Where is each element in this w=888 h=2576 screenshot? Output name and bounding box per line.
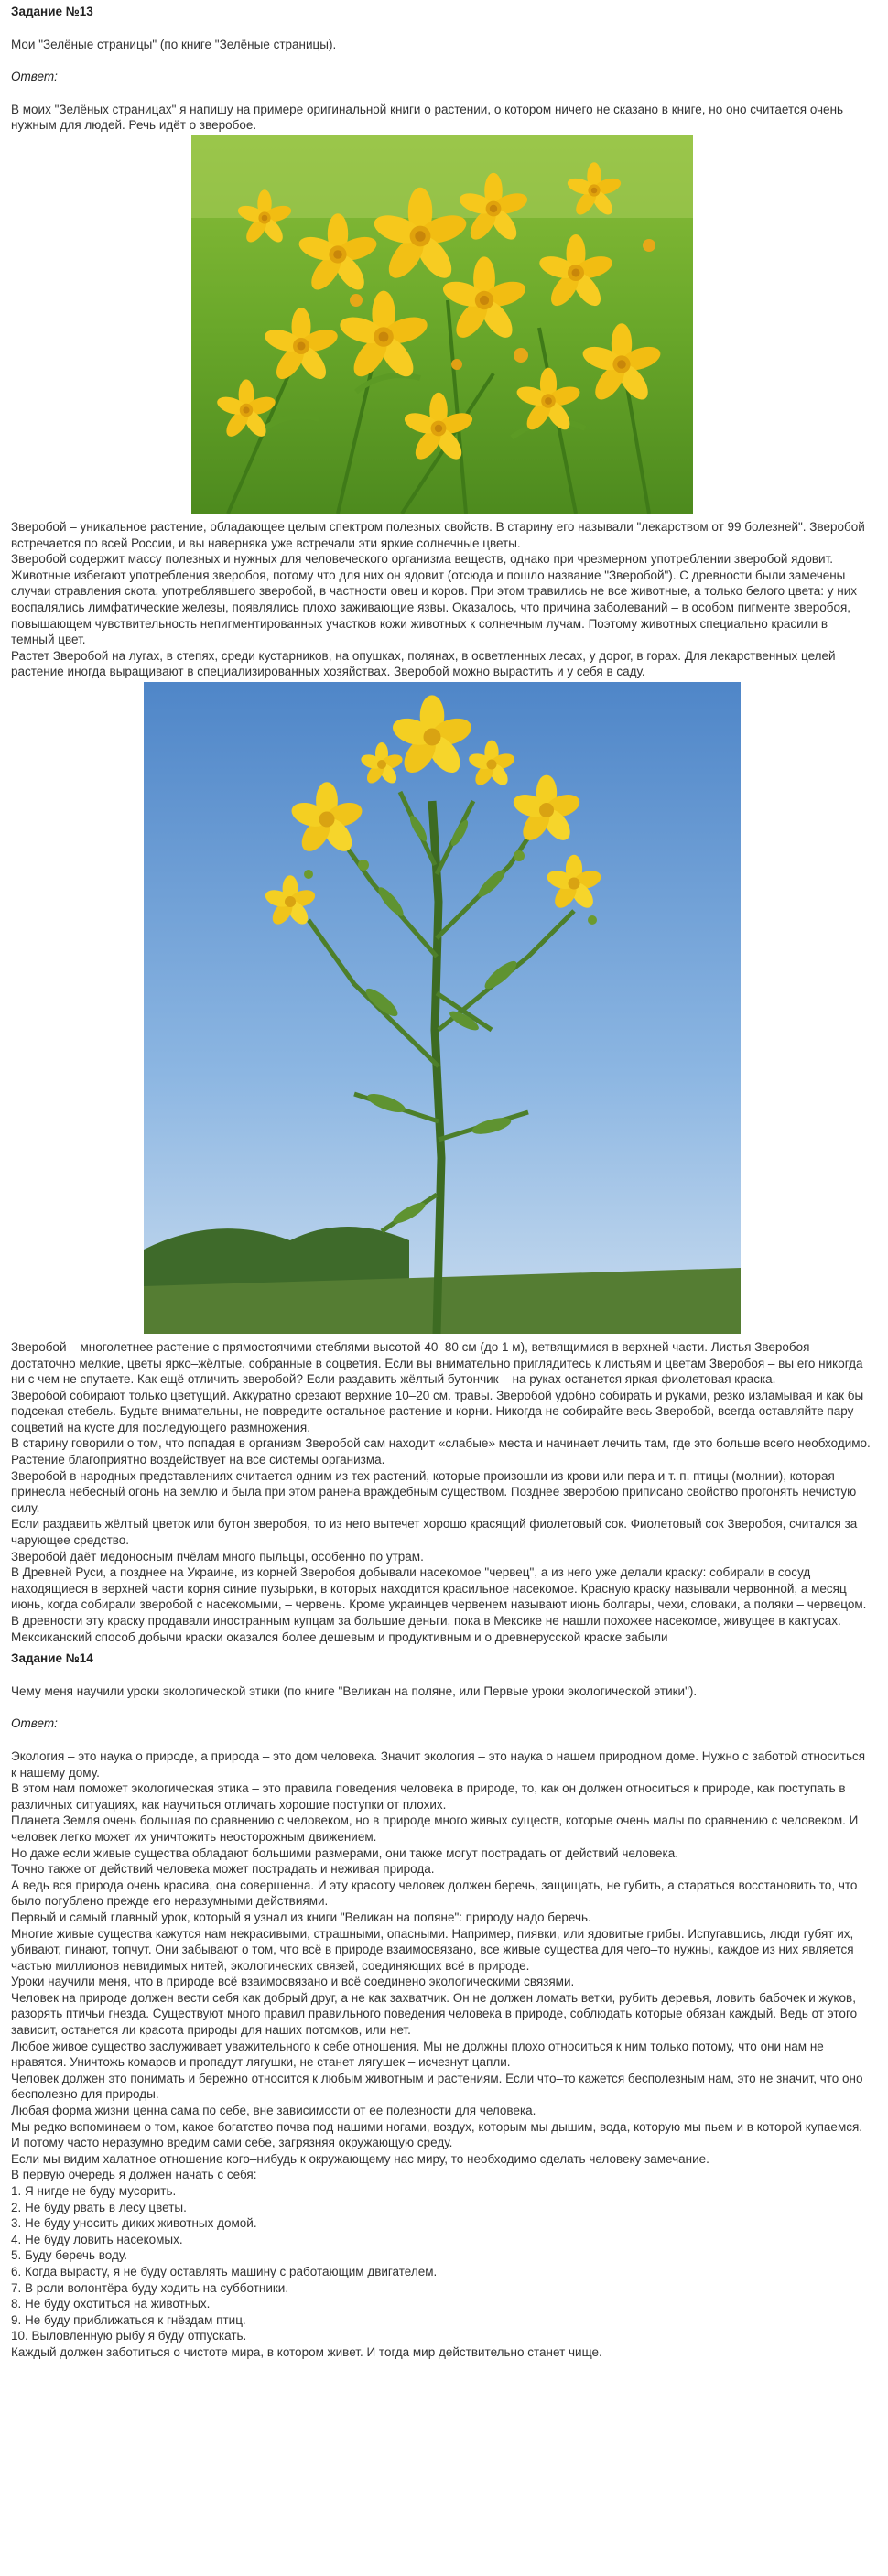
- task13-block2: [11, 1339, 873, 1645]
- paragraph: Многие живые существа кажутся нам некрасивыми, страшными, опасными. Например, пиявки, или ядовитые грибы. Испугавшись, люди губят их, убивают, пинают, топчут. Они забывают о том, что всё в природе взаимосвязано, все живые существа для чего–то нужны, каждое из них является частью миллионов невидимых нитей, экологических связей, соединяющих всё в природе.: [11, 1926, 854, 1973]
- task13-title: Задание №13: [11, 5, 93, 18]
- photo-plant-sky: [144, 682, 741, 1334]
- photo-flowers-closeup: [191, 135, 693, 514]
- list-item: 8. Не буду охотиться на животных.: [11, 2297, 211, 2311]
- plant-sky-image: [144, 682, 741, 1334]
- paragraph: Планета Земля очень большая по сравнению с человеком, но в природе много живых существ, которые очень малы по сравнению с человеком. И человек легко может их уничтожить неосторожным движением.: [11, 1813, 859, 1844]
- paragraph: В этом нам поможет экологическая этика – это правила поведения человека в природе, то, как он должен относиться к природе, как поступать в различных ситуациях, как научиться отличать хорошие поступки от плохих.: [11, 1781, 846, 1812]
- paragraph: В старину говорили о том, что попадая в организм Зверобой сам находит «слабые» места и начинает лечить там, где это больше всего необходимо. Растение благоприятно воздействует на все системы организма.: [11, 1436, 871, 1467]
- paragraph: Зверобой содержит массу полезных и нужных для человеческого организма веществ, однако при чрезмерном употреблении зверобой ядовит.: [11, 552, 834, 567]
- task14-answer-label: Ответ:: [11, 1716, 58, 1731]
- paragraph: Зверобой в народных представлениях считается одним из тех растений, которые произошли из крови или пера и т. п. птицы (молнии), которая принесла небесный огонь на землю и была при этом ранена враждебным существом. Позднее зверобою приписано свойство прогонять нечистую силу.: [11, 1468, 857, 1515]
- paragraph: Но даже если живые существа обладают большими размерами, они также могут пострадать от действий человека.: [11, 1845, 678, 1860]
- paragraph: Зверобой – многолетнее растение с прямостоячими стеблями высотой 40–80 см (до 1 м), ветвящимися в верхней части. Листья Зверобоя достаточно мелкие, цветы ярко–жёлтые, собранные в соцветия. Если вы внимательно приглядитесь к листьям и цветам Зверобоя – вы его никогда ни с чем не спутаете. Как ещё отличить зверобой? Если раздавить жёлтый бутончик – на руках останется яркая фиолетовая краска.: [11, 1339, 863, 1387]
- paragraph: Любая форма жизни ценна сама по себе, вне зависимости от ее полезности для человека.: [11, 2104, 536, 2118]
- paragraph: Экология – это наука о природе, а природа – это дом человека. Значит экология – это наука о нашем природном доме. Нужно с заботой относиться к нашему дому.: [11, 1748, 866, 1780]
- paragraph: В Древней Руси, а позднее на Украине, из корней Зверобоя добывали насекомое "червец", а из него уже делали краску: собирали в сосуд находящиеся в верхней части корня синие пузырьки, в которых находится красильное насекомое. Красную краску называли червонной, а месяц июнь, когда собирали зверобой с насекомыми, – червень. Кроме украинцев червенем называют июнь болгары, чехи, словаки, а поляки – червецом. В древности эту краску продавали иностранным купцам за большие деньги, пока в Мексике не нашли похожее насекомое, живущее в кактусах. Мексиканский способ добычи краски оказался более дешевым и продуктивным и о древнерусской краске забыли: [11, 1565, 867, 1644]
- list-item: 2. Не буду рвать в лесу цветы.: [11, 2200, 187, 2214]
- list-item: 10. Выловленную рыбу я буду отпускать.: [11, 2329, 247, 2343]
- flowers-closeup-image: [191, 135, 693, 514]
- paragraph: Первый и самый главный урок, который я узнал из книги "Великан на поляне": природу надо беречь.: [11, 1910, 591, 1924]
- rules-list: [11, 2183, 873, 2344]
- paragraph: А ведь вся природа очень красива, она совершенна. И эту красоту человек должен беречь, защищать, не губить, а стараться восстановить то, что было погублено прежде его неразумными действиями.: [11, 1878, 858, 1909]
- list-item: 9. Не буду приближаться к гнёздам птиц.: [11, 2312, 246, 2327]
- task14-body: [11, 1748, 873, 2183]
- paragraph: Если мы видим халатное отношение кого–нибудь к окружающему нас миру, то необходимо сделать человеку замечание.: [11, 2151, 709, 2166]
- paragraph: Если раздавить жёлтый цветок или бутон зверобоя, то из него вытечет хорошо красящий фиолетовый сок. Фиолетовый сок Зверобоя, считался за чарующее средство.: [11, 1517, 858, 1548]
- list-item: 7. В роли волонтёра буду ходить на субботники.: [11, 2280, 289, 2295]
- paragraph: Любое живое существо заслуживает уважительного к себе отношения. Мы не должны плохо относиться к ним только потому, что они нам не нравятся. Уничтожь комаров и пропадут лягушки, не станет лягушек – исчезнут цапли.: [11, 2039, 824, 2070]
- task13-intro: В моих "Зелёных страницах" я напишу на примере оригинальной книги о растении, о котором ничего не сказано в книге, но оно считается очень нужным для людей. Речь идёт о зверобое.: [11, 102, 844, 133]
- paragraph: Человек должен это понимать и бережно относится к любым животным и растениям. Если что–то кажется бесполезным нам, это не значит, что оно бесполезно для природы.: [11, 2071, 863, 2102]
- task14-title: Задание №14: [11, 1651, 93, 1666]
- paragraph: Животные избегают употребления зверобоя, потому что для них он ядовит (отсюда и пошло название "Зверобой"). С древности были замечены случаи отравления скота, употреблявшего зверобой, в частности овец и коров. При этом травились не все животные, а только белого цвета: у них воспалялись лимфатические железы, появлялись плохо заживающие язвы. Оказалось, что причина заболеваний – в особом пигменте зверобоя, повышающем чувствительность непигментированных участков кожи животных к солнечным лучам. Поэтому животных специально красили в темный цвет.: [11, 568, 858, 647]
- list-item: 4. Не буду ловить насекомых.: [11, 2232, 183, 2246]
- list-item: 1. Я нигде не буду мусорить.: [11, 2184, 177, 2198]
- task13-block1: [11, 519, 873, 680]
- paragraph: Зверобой – уникальное растение, обладающее целым спектром полезных свойств. В старину его называли "лекарством от 99 болезней". Зверобой встречается по всей России, и вы наверняка уже встречали эти яркие солнечные цветы.: [11, 519, 865, 550]
- paragraph: Зверобой собирают только цветущий. Аккуратно срезают верхние 10–20 см. травы. Зверобой удобно собирать и руками, резко изламывая и как бы подсекая стебель. Будьте внимательны, не повредите остальное растение и корни. Никогда не собирайте весь Зверобой, всегда оставляйте пару соцветий на кусте для последующего размножения.: [11, 1388, 864, 1434]
- list-item: 3. Не буду уносить диких животных домой.: [11, 2216, 257, 2231]
- paragraph: В первую очередь я должен начать с себя:: [11, 2168, 257, 2182]
- closing-sentence: Каждый должен заботиться о чистоте мира, в котором живет. И тогда мир действительно станет чище.: [11, 2344, 602, 2359]
- list-item: 6. Когда вырасту, я не буду оставлять машину с работающим двигателем.: [11, 2264, 438, 2278]
- task13-answer-label: Ответ:: [11, 70, 58, 84]
- task13-book: Мои "Зелёные страницы" (по книге "Зелёные страницы).: [11, 37, 337, 51]
- paragraph: Растет Зверобой на лугах, в степях, среди кустарников, на опушках, полянах, в осветленных лесах, у дорог, в горах. Для лекарственных целей растение иногда выращивают в специализированных хозяйствах. Зверобой можно вырастить и у себя в саду.: [11, 648, 836, 679]
- task14-intro: Чему меня научили уроки экологической этики (по книге "Великан на поляне, или Первые уроки экологической этики").: [11, 1683, 698, 1698]
- paragraph: Мы редко вспоминаем о том, какое богатство почва под нашими ногами, воздух, которым мы дышим, вода, которую мы пьем и в которой купаемся. И потому часто неразумно вредим сами себе, загрязняя окружающую среду.: [11, 2119, 863, 2150]
- paragraph: Человек на природе должен вести себя как добрый друг, а не как захватчик. Он не должен ломать ветки, рубить деревья, ловить бабочек и жуков, разорять птичьи гнезда. Существуют много правил правильного поведения человека в природе, соблюдать которые обязан каждый. Ведь от этого зависит, останется ли красота природы для наших потомков, или нет.: [11, 1990, 858, 2038]
- paragraph: Уроки научили меня, что в природе всё взаимосвязано и всё соединено экологическими связями.: [11, 1975, 575, 1989]
- paragraph: Точно также от действий человека может пострадать и неживая природа.: [11, 1862, 435, 1877]
- list-item: 5. Буду беречь воду.: [11, 2248, 127, 2263]
- paragraph: Зверобой даёт медоносным пчёлам много пыльцы, особенно по утрам.: [11, 1549, 424, 1564]
